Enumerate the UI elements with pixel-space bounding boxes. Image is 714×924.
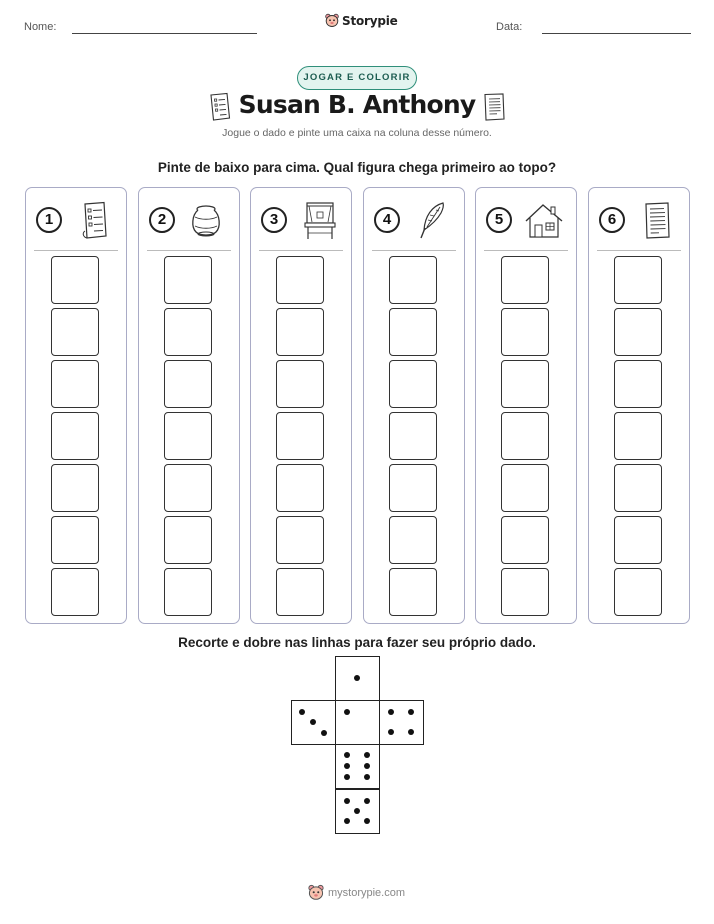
box-stack (51, 256, 99, 620)
column-number: 5 (486, 207, 512, 233)
brand-logo (325, 13, 398, 28)
color-box[interactable] (614, 464, 662, 512)
color-box[interactable] (614, 412, 662, 460)
box-stack (389, 256, 437, 620)
name-label: Nome: (24, 21, 57, 33)
column-header (372, 196, 456, 251)
box-stack (276, 256, 324, 620)
dice-pip (408, 709, 414, 715)
storypie-mascot-icon (325, 13, 339, 28)
dice-pip (364, 798, 370, 804)
dice-pip (321, 730, 327, 736)
color-box[interactable] (276, 412, 324, 460)
dice-face-1 (335, 700, 380, 745)
dice-pip (344, 709, 350, 715)
color-box[interactable] (501, 412, 549, 460)
color-box[interactable] (389, 568, 437, 616)
color-box[interactable] (164, 360, 212, 408)
color-box[interactable] (164, 308, 212, 356)
dice-pip (344, 763, 350, 769)
color-box[interactable] (389, 412, 437, 460)
box-stack (501, 256, 549, 620)
color-box[interactable] (389, 464, 437, 512)
color-box[interactable] (51, 308, 99, 356)
column-3 (250, 187, 352, 624)
box-stack (614, 256, 662, 620)
color-box[interactable] (614, 568, 662, 616)
color-box[interactable] (51, 568, 99, 616)
color-box[interactable] (501, 516, 549, 564)
color-box[interactable] (614, 516, 662, 564)
cut-instruction: Recorte e dobre nas linhas para fazer seu próprio dado. (178, 635, 536, 650)
color-box[interactable] (51, 516, 99, 564)
color-box[interactable] (501, 256, 549, 304)
dice-pip (364, 763, 370, 769)
column-4 (363, 187, 465, 624)
color-box[interactable] (51, 412, 99, 460)
color-box[interactable] (164, 568, 212, 616)
color-box[interactable] (276, 360, 324, 408)
dice-pip (344, 774, 350, 780)
date-label: Data: (496, 21, 523, 33)
column-number: 1 (36, 207, 62, 233)
color-box[interactable] (614, 360, 662, 408)
dice-pip (364, 818, 370, 824)
column-5 (475, 187, 577, 624)
color-box[interactable] (389, 360, 437, 408)
dice-pip (388, 729, 394, 735)
color-box[interactable] (164, 516, 212, 564)
storypie-mascot-icon (308, 884, 324, 901)
pot-icon (185, 200, 229, 242)
column-header (484, 196, 568, 251)
box-stack (164, 256, 212, 620)
activity-badge: JOGAR E COLORIR (297, 66, 417, 90)
color-box[interactable] (501, 360, 549, 408)
document-icon (635, 200, 679, 242)
title-right-icon (481, 92, 509, 127)
dice-pip (344, 798, 350, 804)
color-box[interactable] (51, 360, 99, 408)
color-box[interactable] (389, 256, 437, 304)
color-box[interactable] (389, 308, 437, 356)
name-line[interactable] (72, 33, 257, 34)
dice-pip (354, 675, 360, 681)
dice-pip (364, 774, 370, 780)
color-box[interactable] (164, 464, 212, 512)
dice-face-4 (379, 700, 424, 745)
dice-face-1 (335, 656, 380, 701)
color-box[interactable] (614, 256, 662, 304)
instruction: Pinte de baixo para cima. Qual figura chega primeiro ao topo? (157, 160, 557, 175)
footer-url[interactable]: mystorypie.com (328, 886, 406, 899)
color-box[interactable] (276, 308, 324, 356)
column-header (34, 196, 118, 251)
dice-face-3 (291, 700, 336, 745)
quill-icon (410, 200, 454, 242)
date-line[interactable] (542, 33, 691, 34)
checklist-icon (72, 200, 116, 242)
house-icon (522, 200, 566, 242)
column-header (259, 196, 343, 251)
dice-pip (388, 709, 394, 715)
column-header (597, 196, 681, 251)
dice-pip (344, 752, 350, 758)
column-number: 3 (261, 207, 287, 233)
color-box[interactable] (276, 568, 324, 616)
dice-pip (408, 729, 414, 735)
subtitle: Jogue o dado e pinte uma caixa na coluna desse número. (222, 127, 492, 139)
color-box[interactable] (501, 464, 549, 512)
column-header (147, 196, 231, 251)
dice-face-5 (335, 789, 380, 834)
document-icon (481, 92, 509, 122)
column-number: 4 (374, 207, 400, 233)
column-6 (588, 187, 690, 624)
color-box[interactable] (51, 464, 99, 512)
column-number: 6 (599, 207, 625, 233)
color-box[interactable] (164, 412, 212, 460)
dice-pip (299, 709, 305, 715)
dice-pip (310, 719, 316, 725)
page-title: Susan B. Anthony (238, 90, 476, 119)
dice-pip (354, 808, 360, 814)
brand-name: Storypie (342, 13, 398, 28)
color-box[interactable] (276, 464, 324, 512)
color-box[interactable] (501, 308, 549, 356)
color-box[interactable] (389, 516, 437, 564)
dice-face-6 (335, 744, 380, 789)
color-box[interactable] (164, 256, 212, 304)
color-box[interactable] (501, 568, 549, 616)
column-number: 2 (149, 207, 175, 233)
color-box[interactable] (51, 256, 99, 304)
footer (308, 884, 405, 901)
column-1 (25, 187, 127, 624)
color-box[interactable] (276, 516, 324, 564)
color-box[interactable] (276, 256, 324, 304)
dice-pip (364, 752, 370, 758)
dice-pip (344, 818, 350, 824)
column-2 (138, 187, 240, 624)
color-box[interactable] (614, 308, 662, 356)
window-table-icon (297, 200, 341, 242)
